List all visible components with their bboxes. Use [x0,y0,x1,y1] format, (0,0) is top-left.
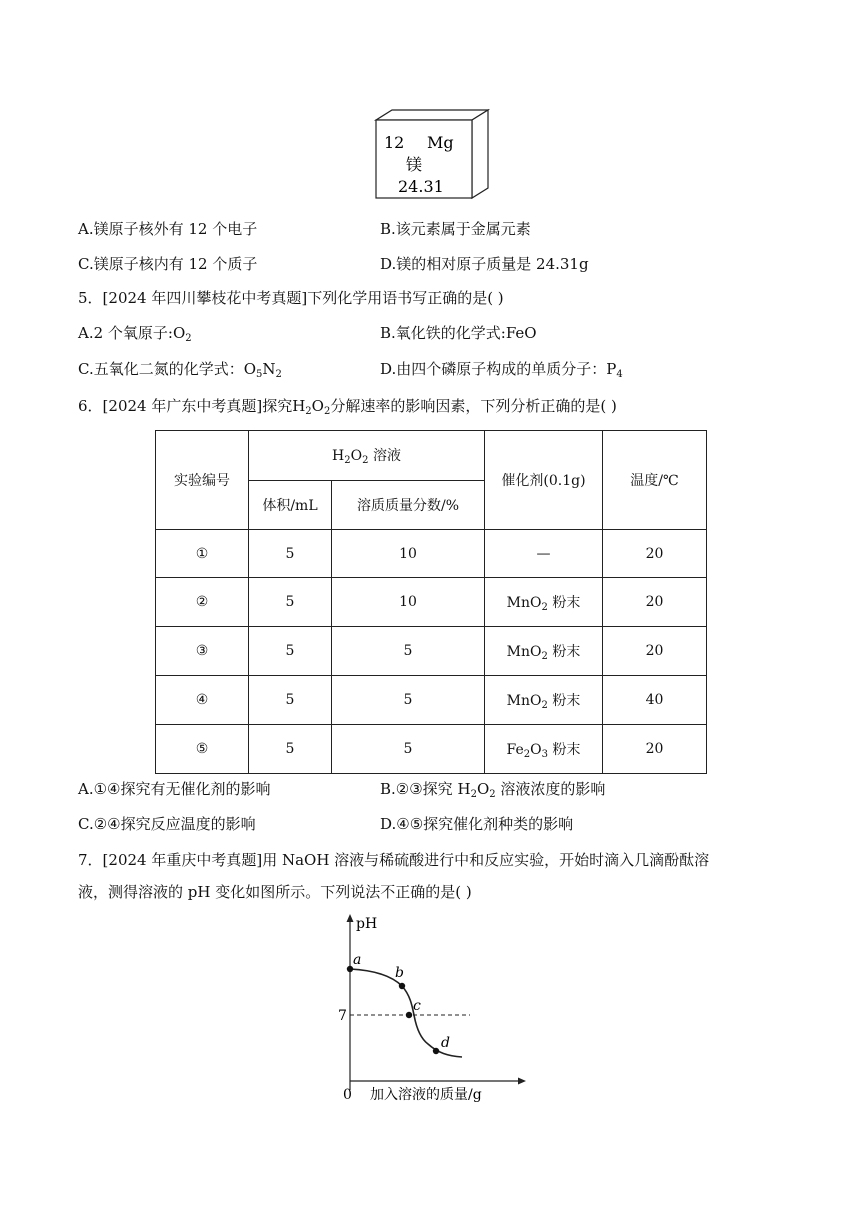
point-d [433,1048,439,1054]
x-axis-label: 加入溶液的质量/g [370,1087,482,1102]
table-row: ⑤ 5 5 $Fe_2O_3$ 粉末 20 [156,725,707,774]
header-temperature: 温度/℃ [603,431,707,530]
point-label-b: b [395,965,404,981]
element-card [368,108,492,204]
q4-option-b: B.该元素属于金属元素 [380,220,531,238]
table-row: ② 5 10 MnO$_2$ 粉末 20 [156,578,707,627]
table-row: ④ 5 5 MnO$_2$ 粉末 40 [156,676,707,725]
q7-stem-line2: 液，测得溶液的 pH 变化如图所示。下列说法不正确的是( ) [78,883,472,901]
element-mass: 24.31 [398,177,444,196]
q6-stem: 6．[2024 年广东中考真题]探究$H_2O_2$分解速率的影响因素，下列分析正确的是( ) [78,397,617,417]
point-label-a: a [353,952,362,968]
header-fraction: 溶质质量分数/% [332,481,485,530]
q6-option-a: A.①④探究有无催化剂的影响 [78,780,271,798]
y-axis-label: pH [356,916,378,932]
element-name: 镁 [406,155,423,174]
x-axis-arrow [518,1078,526,1085]
q6-option-b: B.②③探究 $H_2O_2$ 溶液浓度的影响 [380,780,606,800]
y-tick-label: 7 [338,1008,347,1024]
q4-option-a: A.镁原子核外有 12 个电子 [78,220,258,238]
point-label-d: d [441,1035,450,1051]
q5-option-d: D.由四个磷原子构成的单质分子：$P_4$ [380,360,623,380]
point-c [406,1012,412,1018]
ph-chart [330,910,530,1102]
q6-option-d: D.④⑤探究催化剂种类的影响 [380,815,574,833]
y-axis-arrow [347,914,354,922]
q5-option-a: A.2 个氧原子$:O_2$ [78,324,192,344]
q4-option-d: D.镁的相对原子质量是 24.31g [380,255,589,273]
point-label-c: c [413,998,421,1014]
q5-stem: 5．[2024 年四川攀枝花中考真题]下列化学用语书写正确的是( ) [78,289,504,307]
header-exp-id: 实验编号 [156,431,249,530]
q5-option-b: B.氧化铁的化学式:FeO [380,324,537,342]
experiment-table [155,430,707,774]
element-number: 12 [384,133,405,152]
point-b [399,983,405,989]
q7-stem-line1: 7．[2024 年重庆中考真题]用 NaOH 溶液与稀硫酸进行中和反应实验，开始时滴入几滴酚酞溶 [78,851,710,869]
q5-option-c: C.五氧化二氮的化学式：$O_5N_2$ [78,360,282,380]
header-volume: 体积/mL [249,481,332,530]
header-solution: $H_2O_2$ 溶液 [249,431,485,481]
table-row: ③ 5 5 MnO$_2$ 粉末 20 [156,627,707,676]
element-symbol: Mg [427,133,454,152]
origin-label: 0 [343,1087,352,1102]
q4-option-c: C.镁原子核内有 12 个质子 [78,255,258,273]
q6-option-c: C.②④探究反应温度的影响 [78,815,256,833]
header-catalyst: 催化剂(0.1g) [485,431,603,530]
table-row: ① 5 10 — 20 [156,530,707,578]
